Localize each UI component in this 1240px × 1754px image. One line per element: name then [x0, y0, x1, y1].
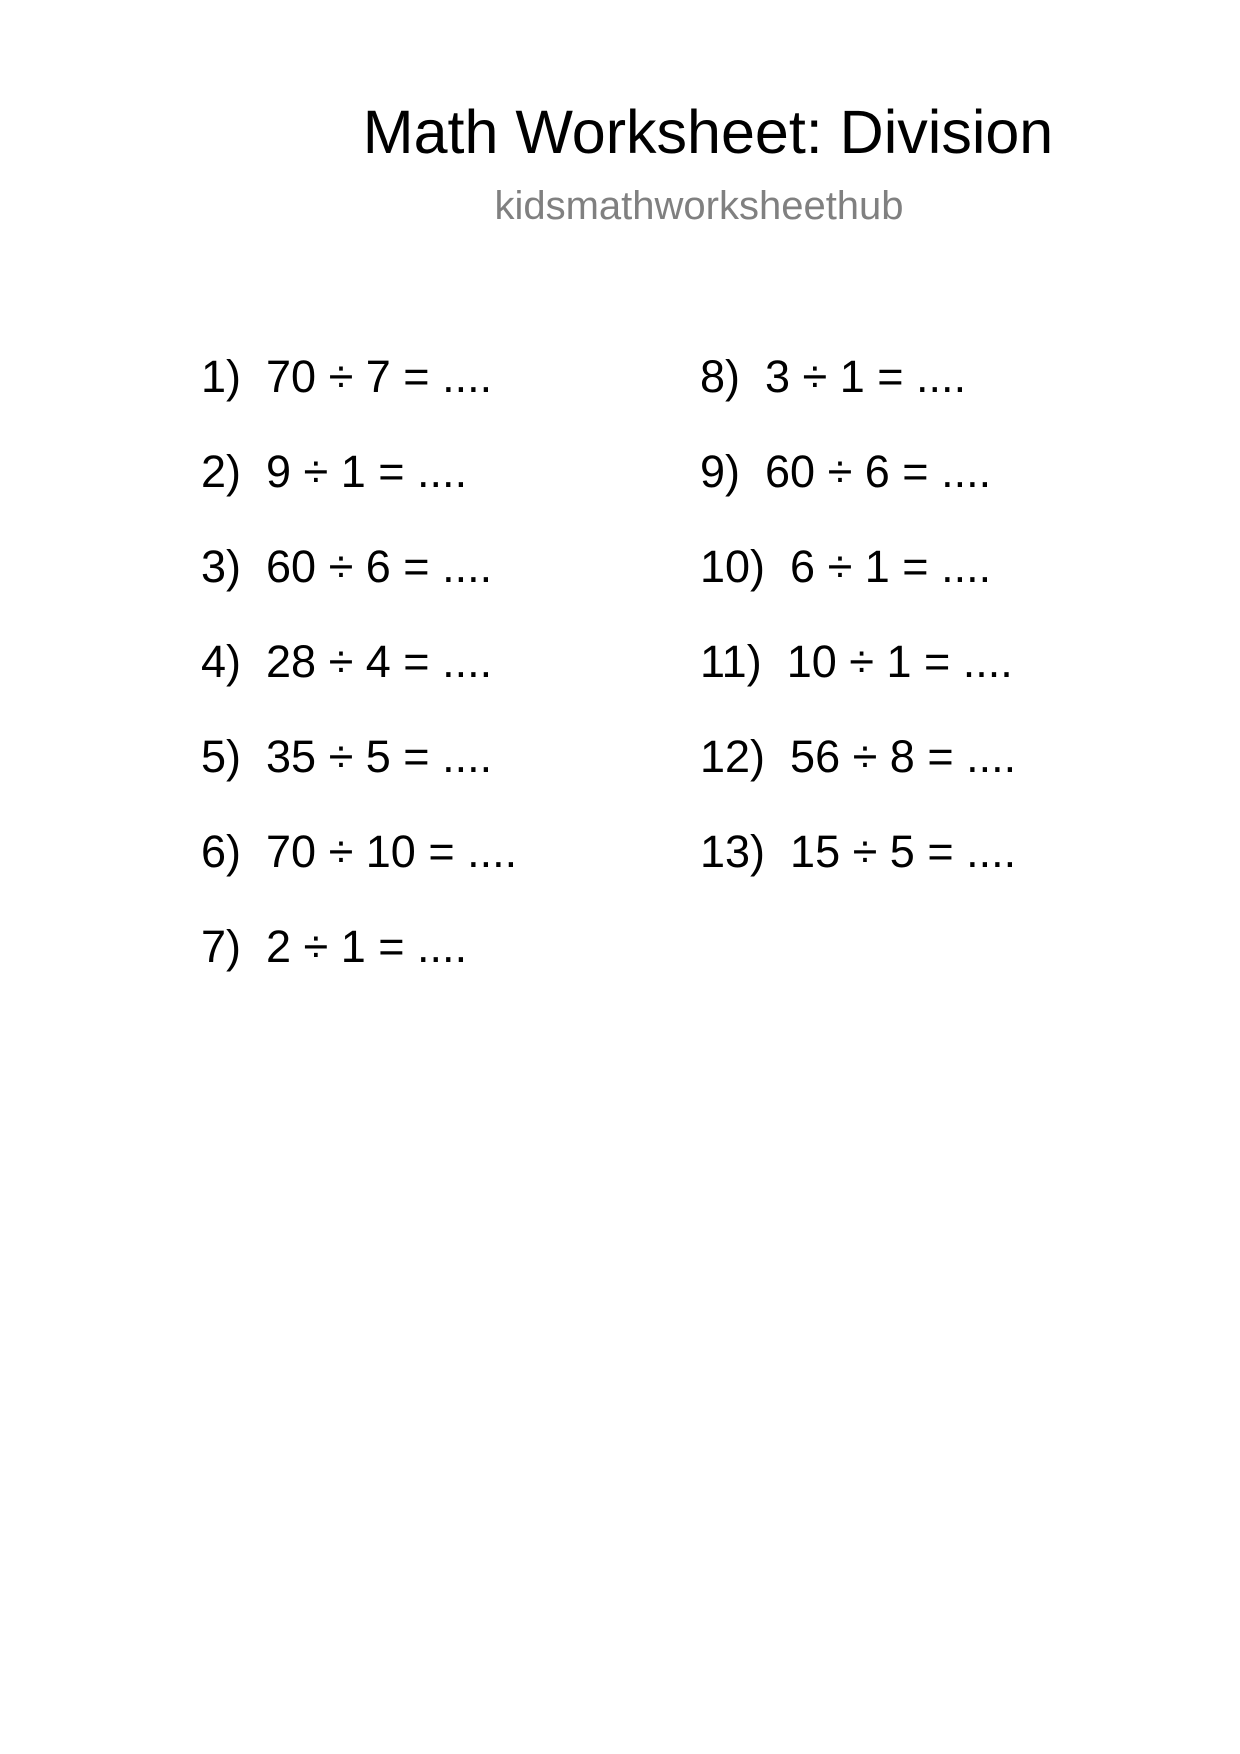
problem-12: 12) 56 ÷ 8 = .... [700, 731, 1017, 782]
problem-1: 1) 70 ÷ 7 = .... [201, 351, 493, 402]
problem-4: 4) 28 ÷ 4 = .... [201, 636, 493, 687]
problem-9: 9) 60 ÷ 6 = .... [700, 446, 992, 497]
problem-13: 13) 15 ÷ 5 = .... [700, 826, 1017, 877]
problem-3: 3) 60 ÷ 6 = .... [201, 541, 493, 592]
problems-column-right [700, 350, 1016, 920]
problem-7: 7) 2 ÷ 1 = .... [201, 921, 468, 972]
problem-11: 11) 10 ÷ 1 = .... [700, 636, 1013, 687]
worksheet-title: Math Worksheet: Division [362, 98, 1054, 166]
problem-6: 6) 70 ÷ 10 = .... [201, 826, 518, 877]
problem-10: 10) 6 ÷ 1 = .... [700, 541, 992, 592]
worksheet-subtitle: kidsmathworksheethub [494, 184, 904, 228]
problem-2: 2) 9 ÷ 1 = .... [201, 446, 468, 497]
problems-column-left [201, 350, 517, 1015]
problem-5: 5) 35 ÷ 5 = .... [201, 731, 493, 782]
problem-8: 8) 3 ÷ 1 = .... [700, 351, 967, 402]
